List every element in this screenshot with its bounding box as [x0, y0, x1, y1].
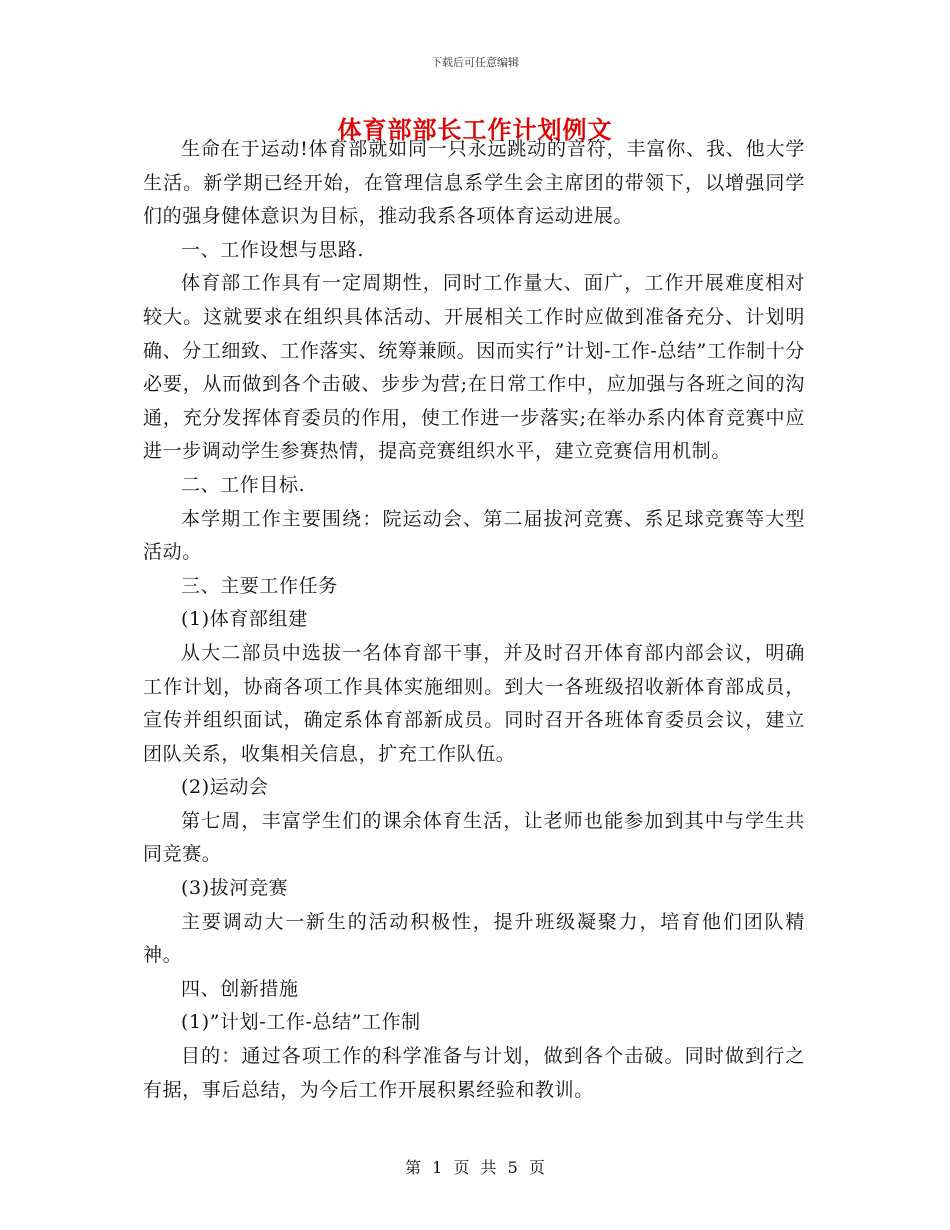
subsection-heading: (1)体育部组建 [181, 608, 308, 631]
page-footer: 第 1 页 共 5 页 [405, 1158, 545, 1177]
section-heading: 四、创新措施 [181, 977, 299, 1000]
paragraph: 生命在于运动!体育部就如同一只永远跳动的音符，丰富你、我、他大学生活。新学期已经开始，在管理信息系学生会主席团的带领下，以增强同学们的强身健体意识为目标，推动我系各项体育运动进展。 [143, 138, 805, 228]
subsection-heading: (3)拔河竞赛 [181, 877, 289, 900]
paragraph: 体育部工作具有一定周期性，同时工作量大、面广，工作开展难度相对较大。这就要求在组织具体活动、开展相关工作时应做到准备充分、计划明确、分工细致、工作落实、统筹兼顾。因而实行”计划-工作-总结”工作制十分必要，从而做到各个击破、步步为营;在日常工作中，应加强与各班之间的沟通，充分发挥体育委员的作用，使工作进一步落实;在举办系内体育竞赛中应进一步调动学生参赛热情，提高竞赛组织水平，建立竞赛信用机制。 [143, 272, 805, 463]
document-title: 体育部部长工作计划例文 [337, 115, 613, 144]
paragraph: 主要调动大一新生的活动积极性，提升班级凝聚力，培育他们团队精神。 [143, 910, 805, 967]
section-heading: 三、主要工作任务 [181, 574, 338, 597]
section-heading: 二、工作目标. [181, 473, 306, 496]
paragraph: 第七周，丰富学生们的课余体育生活，让老师也能参加到其中与学生共同竞赛。 [143, 809, 805, 866]
subsection-heading: (2)运动会 [181, 776, 269, 799]
document-body [143, 133, 805, 1107]
section-heading: 一、工作设想与思路. [181, 238, 365, 261]
paragraph: 从大二部员中选拔一名体育部干事，并及时召开体育部内部会议，明确工作计划，协商各项工作具体实施细则。到大一各班级招收新体育部成员，宣传并组织面试，确定系体育部新成员。同时召开各班体育委员会议，建立团队关系，收集相关信息，扩充工作队伍。 [143, 641, 805, 765]
subsection-heading: (1)”计划-工作-总结”工作制 [181, 1011, 421, 1034]
header-note: 下载后可任意编辑 [431, 56, 519, 69]
paragraph: 本学期工作主要围绕：院运动会、第二届拔河竞赛、系足球竞赛等大型活动。 [143, 507, 805, 564]
paragraph: 目的：通过各项工作的科学准备与计划，做到各个击破。同时做到行之有据，事后总结，为今后工作开展积累经验和教训。 [143, 1045, 805, 1101]
